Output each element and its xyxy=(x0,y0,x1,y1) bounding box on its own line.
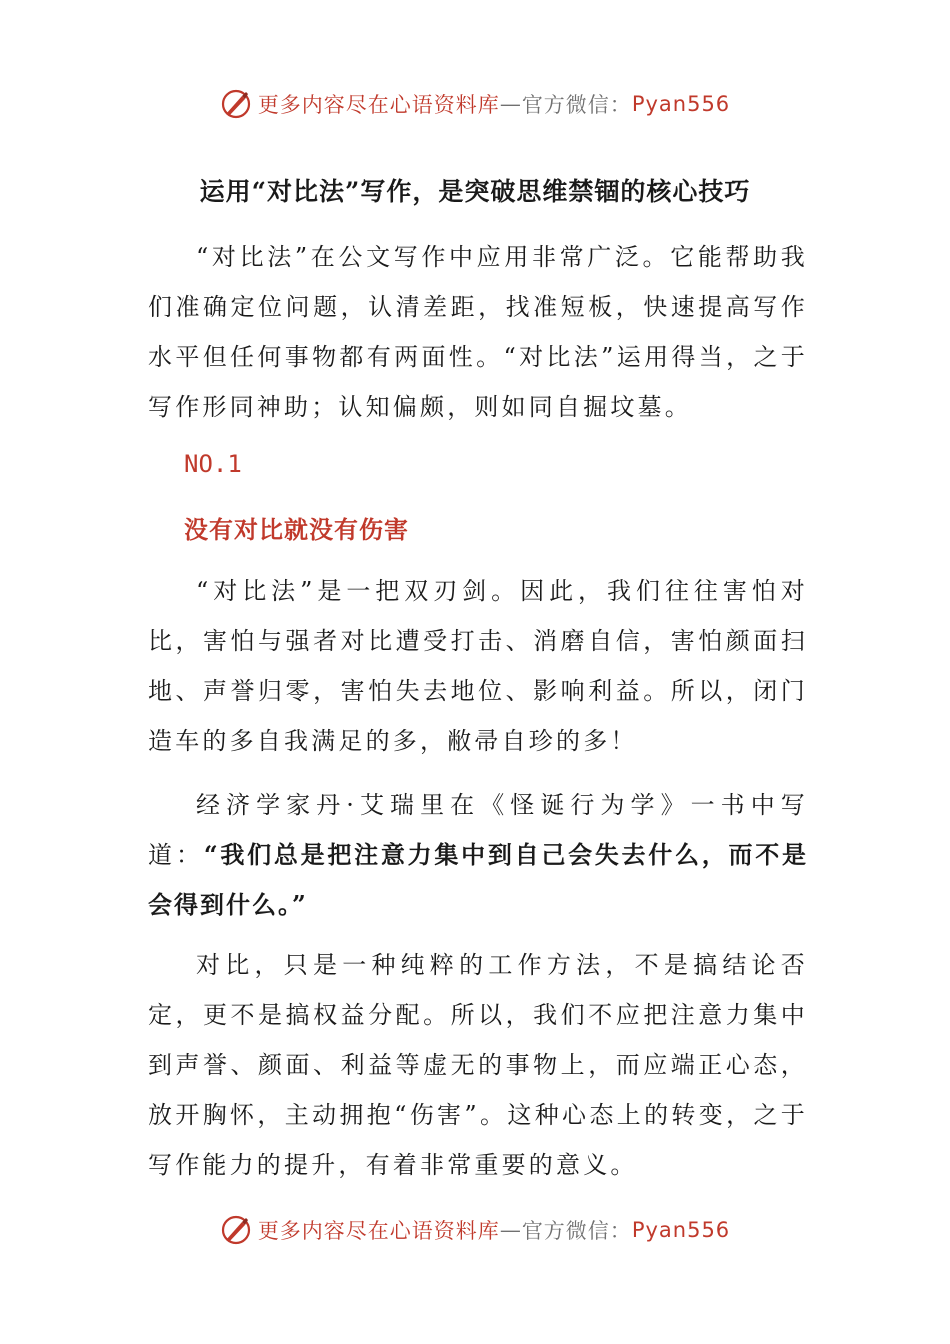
pen-logo-icon xyxy=(220,1214,252,1246)
body-paragraph-quote xyxy=(148,780,808,930)
footer-banner xyxy=(0,1210,950,1250)
banner-dash: — xyxy=(499,92,522,116)
banner-main-text: 更多内容尽在心语资料库 xyxy=(257,93,500,117)
section-heading: 没有对比就没有伤害 xyxy=(184,515,409,544)
banner-main-text: 更多内容尽在心语资料库 xyxy=(257,1219,500,1243)
section-number: NO.1 xyxy=(184,450,242,478)
banner-label: 官方微信： xyxy=(521,93,632,117)
body-paragraph-2: 对比，只是一种纯粹的工作方法，不是搞结论否定，更不是搞权益分配。所以，我们不应把注意力集中到声誉、颜面、利益等虚无的事物上，而应端正心态，放开胸怀，主动拥抱“伤害”。这种心态上的转变，之于写作能力的提升，有着非常重要的意义。 xyxy=(148,951,808,1179)
banner-wechat-id: Pyan556 xyxy=(631,1218,731,1242)
quote-lead: 经济学家丹·艾瑞里在《怪诞行为学》一书中写道： xyxy=(148,791,808,869)
body-paragraph-1: “对比法”是一把双刃剑。因此，我们往往害怕对比，害怕与强者对比遭受打击、消磨自信，害怕颜面扫地、声誉归零，害怕失去地位、影响利益。所以，闭门造车的多自我满足的多，敝帚自珍的多！ xyxy=(148,577,808,755)
document-title: 运用“对比法”写作，是突破思维禁锢的核心技巧 xyxy=(199,177,751,206)
quote-text: “我们总是把注意力集中到自己会失去什么，而不是会得到什么。” xyxy=(148,840,808,919)
header-banner xyxy=(0,84,950,124)
banner-dash: — xyxy=(499,1218,522,1242)
intro-paragraph: “对比法”在公文写作中应用非常广泛。它能帮助我们准确定位问题，认清差距，找准短板，快速提高写作水平但任何事物都有两面性。“对比法”运用得当，之于写作形同神助；认知偏颇，则如同自掘坟墓。 xyxy=(148,243,808,421)
banner-wechat-id: Pyan556 xyxy=(631,92,731,116)
pen-logo-icon xyxy=(220,88,252,120)
banner-label: 官方微信： xyxy=(521,1219,632,1243)
